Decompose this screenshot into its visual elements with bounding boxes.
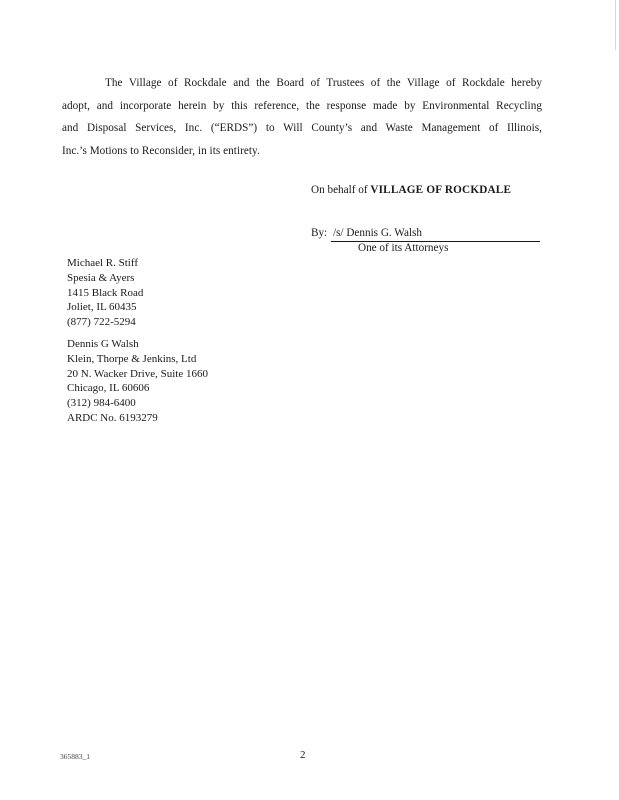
counsel-line: ARDC No. 6193279 [67, 411, 158, 424]
counsel-line: (877) 722-5294 [67, 316, 136, 329]
paragraph-line: The Village of Rockdale and the Board of Trustees of the Village of Rockdale hereby [105, 77, 542, 89]
signature-line [311, 227, 540, 239]
counsel-block-stiff [67, 256, 143, 330]
paragraph-line: adopt, and incorporate herein by this reference, the response made by Environmental Recycling [62, 99, 542, 112]
scan-edge-line [615, 0, 616, 50]
counsel-line: 20 N. Wacker Drive, Suite 1660 [67, 367, 208, 380]
page-number: 2 [300, 749, 306, 761]
document-id: 365883_1 [60, 752, 90, 761]
counsel-line: Klein, Thorpe & Jenkins, Ltd [67, 352, 197, 365]
signer-capacity: One of its Attorneys [358, 242, 449, 254]
counsel-line: Chicago, IL 60606 [67, 382, 150, 395]
on-behalf-line [311, 184, 511, 196]
counsel-line: 1415 Black Road [67, 286, 144, 299]
counsel-line: (312) 984-6400 [67, 397, 136, 410]
body-paragraph [62, 72, 542, 162]
counsel-line: Spesia & Ayers [67, 271, 135, 284]
signer-name: /s/ Dennis G. Walsh [332, 227, 422, 239]
paragraph-line: and Disposal Services, Inc. (“ERDS”) to Will County’s and Waste Management of Illinois, [62, 122, 542, 134]
on-behalf-party: VILLAGE OF ROCKDALE [370, 184, 512, 196]
on-behalf-prefix: On behalf of [311, 184, 368, 196]
paragraph-line: Inc.’s Motions to Reconsider, in its entirety. [62, 144, 260, 157]
counsel-line: Michael R. Stiff [67, 257, 138, 269]
by-label: By: [311, 227, 328, 239]
counsel-line: Dennis G Walsh [67, 338, 139, 350]
counsel-block-walsh [67, 337, 208, 426]
counsel-line: Joliet, IL 60435 [67, 301, 137, 314]
